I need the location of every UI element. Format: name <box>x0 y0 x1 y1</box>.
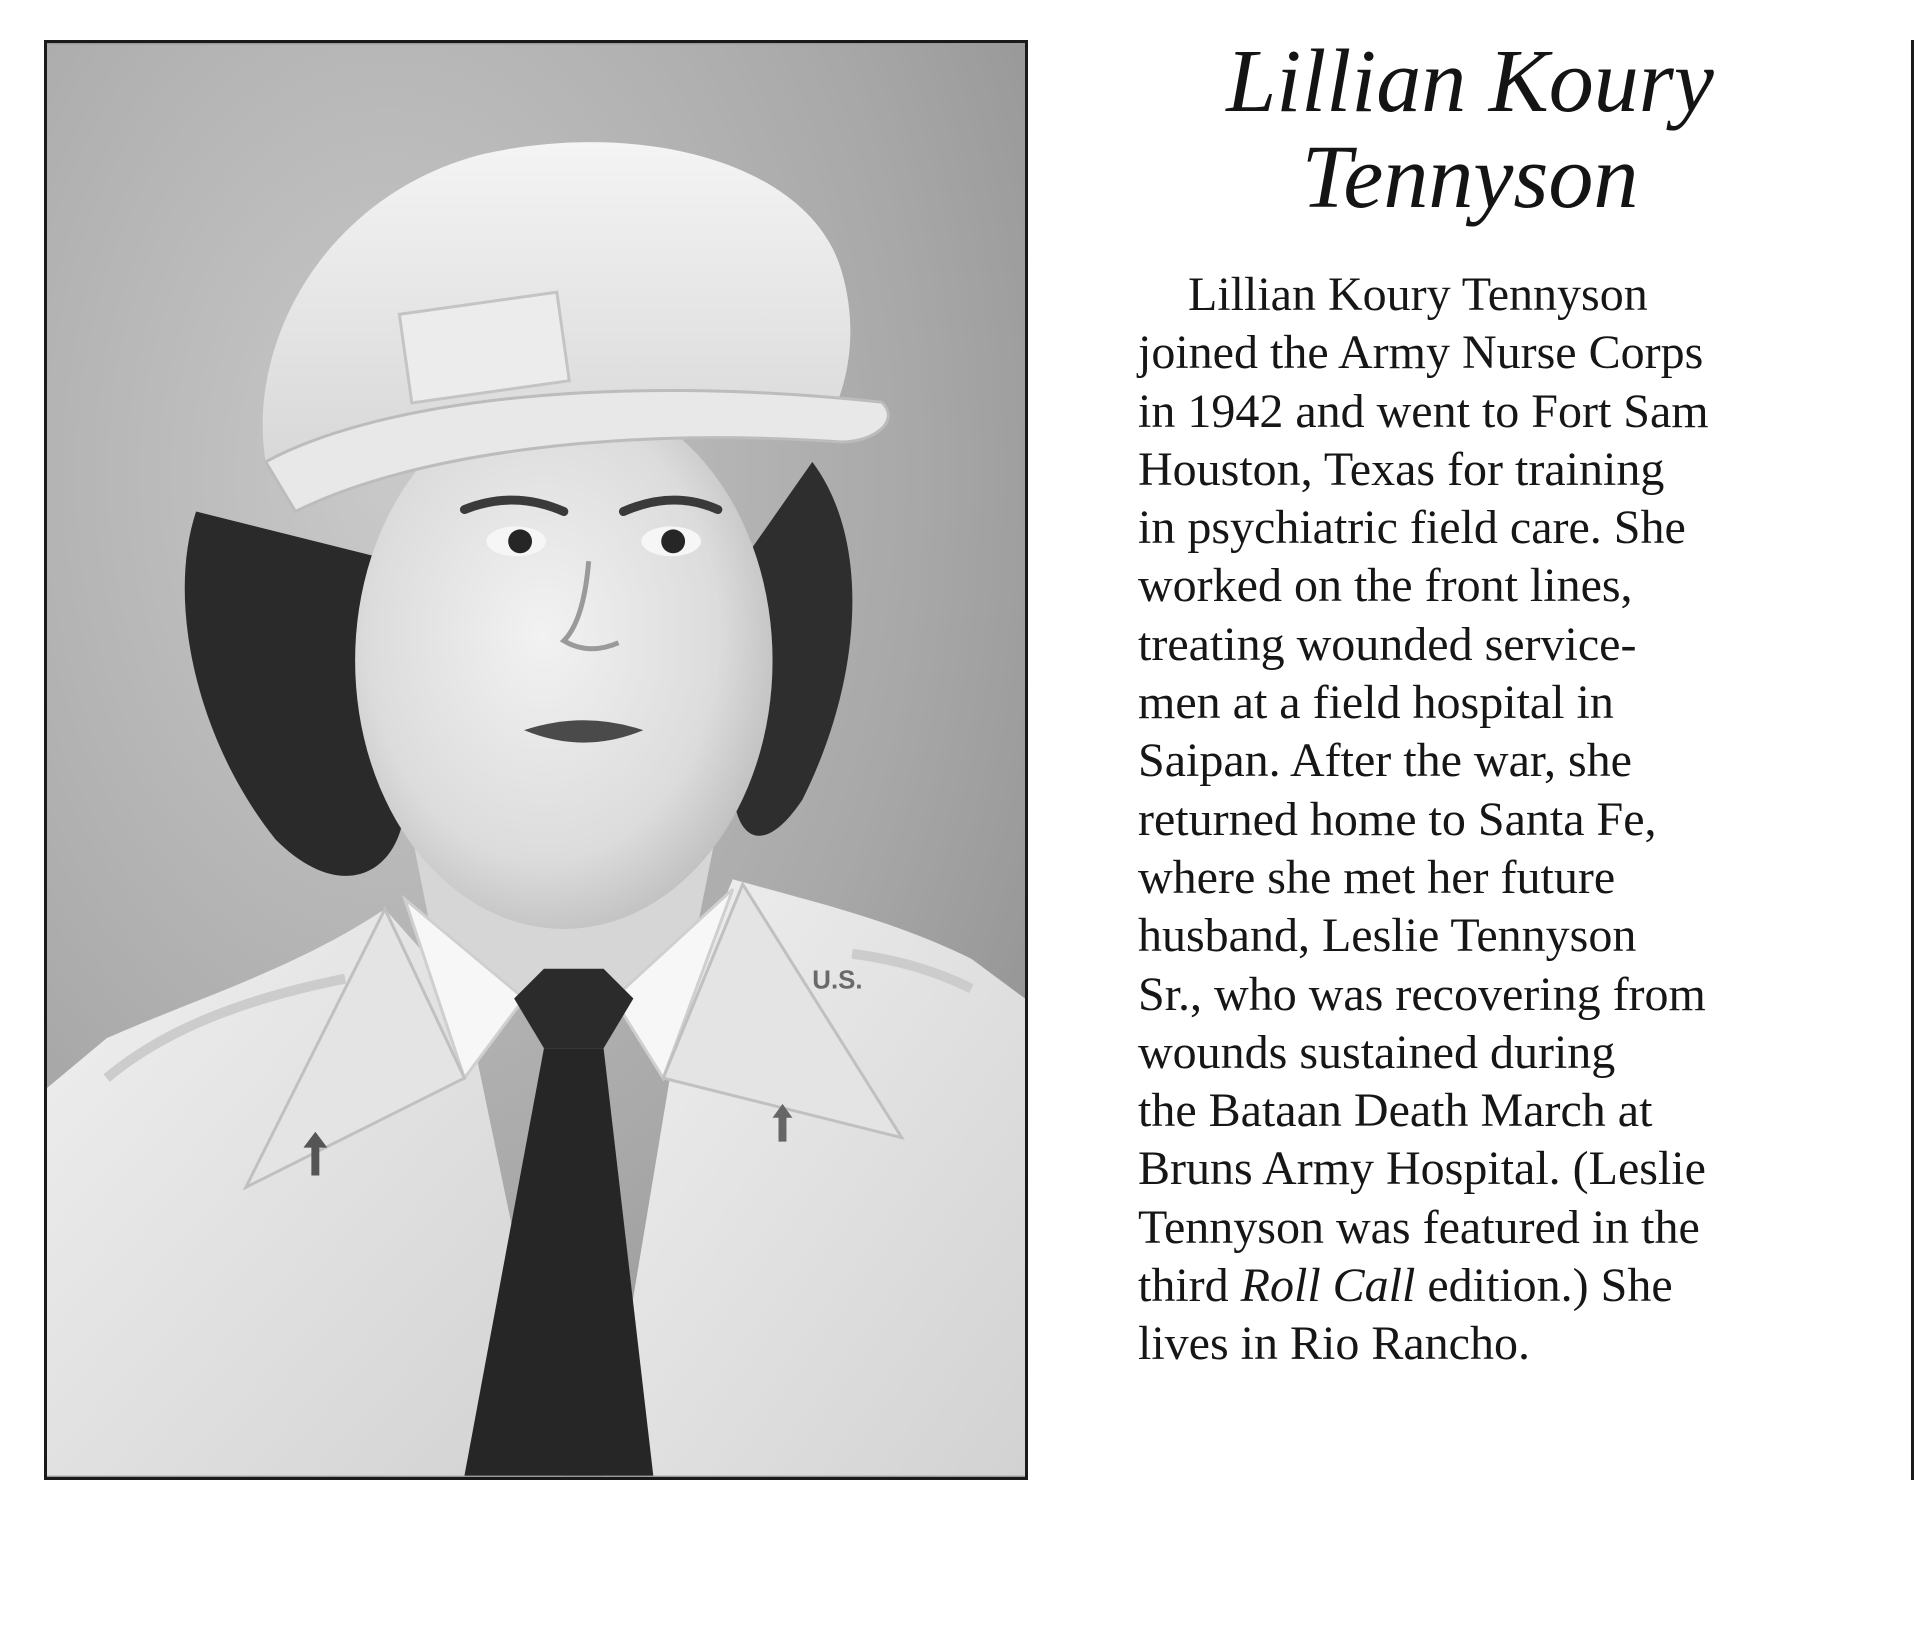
bio-line: Bruns Army Hospital. (Leslie <box>1138 1142 1706 1196</box>
bio-line: worked on the front lines, <box>1138 559 1633 613</box>
bio-text-after-italic: edition.) She <box>1415 1259 1673 1313</box>
bio-line: Lillian Koury Tennyson <box>1188 268 1648 321</box>
bio-line: where she met her future <box>1138 850 1616 904</box>
bio-line: men at a field hospital in <box>1138 676 1614 730</box>
bio-line: Saipan. After the war, she <box>1138 734 1632 788</box>
bio-line: joined the Army Nurse Corps <box>1138 326 1704 380</box>
profile-name-heading <box>1130 34 1810 226</box>
publication-title: Roll Call <box>1240 1259 1416 1313</box>
portrait-photo <box>44 40 1028 1480</box>
bio-line: lives in Rio Rancho. <box>1138 1317 1530 1371</box>
heading-line-1: Lillian Koury <box>1226 32 1714 131</box>
biography-paragraph <box>1138 266 1838 1374</box>
bio-line: Houston, Texas for training <box>1138 442 1665 496</box>
bio-line: returned home to Santa Fe, <box>1138 792 1657 846</box>
bio-line: in 1942 and went to Fort Sam <box>1138 384 1709 438</box>
bio-line: in psychiatric field care. She <box>1138 501 1686 555</box>
bio-line: husband, Leslie Tennyson <box>1138 909 1637 963</box>
portrait-illustration <box>47 43 1025 1477</box>
bio-line-with-italic <box>1138 1257 1838 1315</box>
heading-line-2: Tennyson <box>1301 128 1639 227</box>
column-divider <box>1911 40 1914 1480</box>
bio-line: Tennyson was featured in the <box>1138 1200 1700 1254</box>
bio-line: the Bataan Death March at <box>1138 1084 1653 1138</box>
bio-line: wounds sustained during <box>1138 1025 1616 1079</box>
bio-text-before-italic: third <box>1138 1259 1241 1313</box>
collar-insignia-text: U.S. <box>812 966 863 995</box>
bio-line: treating wounded service- <box>1138 617 1637 671</box>
bio-line: Sr., who was recovering from <box>1138 967 1706 1021</box>
